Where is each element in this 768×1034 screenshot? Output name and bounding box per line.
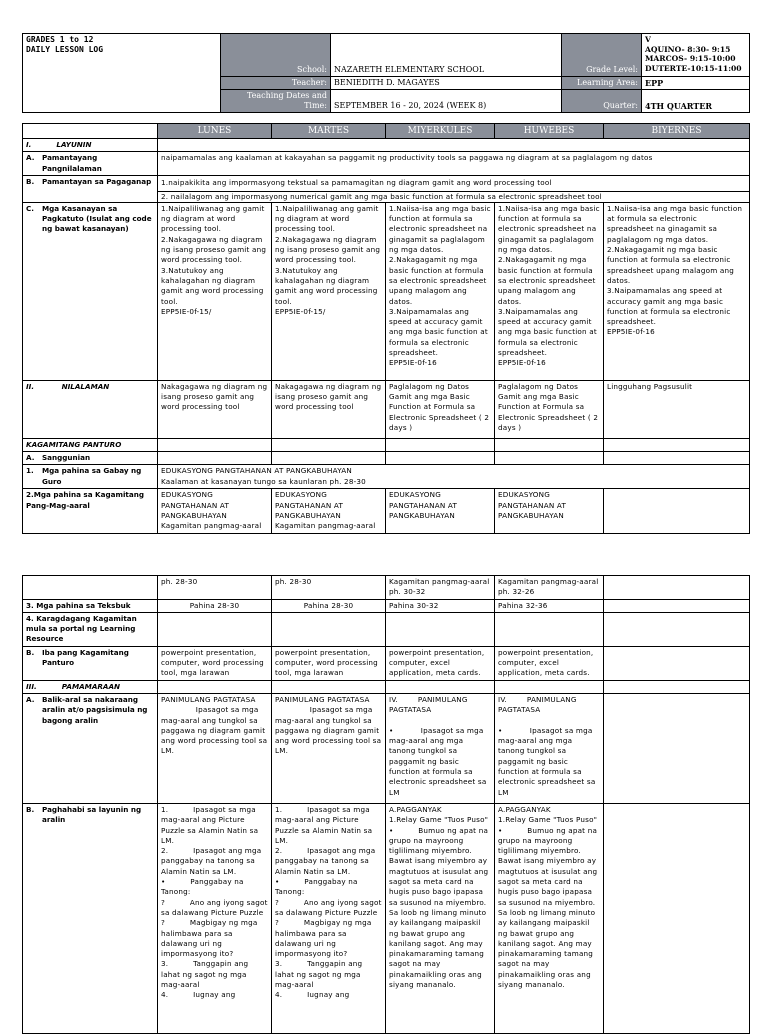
nilalaman-martes: Nakagagawa ng diagram ng isang proseso gamit ang word processing tool xyxy=(272,380,386,438)
sanggunian-label: A. Sanggunian xyxy=(23,452,158,465)
day-header-martes: MARTES xyxy=(272,124,386,139)
empty-cell xyxy=(386,680,495,693)
nilalaman-label: II. NILALAMAN xyxy=(23,380,158,438)
balik-aral-miyerkules: IV. PANIMULANG PAGTATASA • Ipasagot sa mga mag-aaral ang mga tanong tungkol sa paggamit ng basic function at formula sa electronic spreadsheet sa LM xyxy=(386,693,495,803)
kagamitang-panturo-label: KAGAMITANG PANTURO xyxy=(23,438,158,451)
teaching-dates-label: Teaching Dates and Time: xyxy=(221,90,331,113)
nilalaman-biyernes: Lingguhang Pagsusulit xyxy=(604,380,750,438)
empty-cell xyxy=(495,680,604,693)
iba-lunes: powerpoint presentation, computer, word processing tool, mga larawan xyxy=(158,646,272,680)
teaching-dates-value: SEPTEMBER 16 - 20, 2024 (WEEK 8) xyxy=(331,90,562,113)
iba-biyernes xyxy=(604,646,750,680)
learning-area-value: EPP xyxy=(642,77,750,90)
cont-miyerkules: Kagamitan pangmag-aaral ph. 30-32 xyxy=(386,576,495,600)
gabay-ng-guro-label: 1. Mga pahina sa Gabay ng Guro xyxy=(23,465,158,489)
karagdagang-kagamitan-label: 4. Karagdagang Kagamitan mula sa portal ng Learning Resource xyxy=(23,612,158,646)
balik-aral-martes: PANIMULANG PAGTATASA Ipasagot sa mga mag-aaral ang tungkol sa paggawa ng diagram gamit ang word processing tool sa LM. xyxy=(272,693,386,803)
empty-cell xyxy=(386,612,495,646)
empty-cell xyxy=(604,438,750,451)
kasanayan-martes: 1.Naipaliliwanag ang gamit ng diagram at word processing tool. 2.Nakagagawa ng diagram ng isang proseso gamit ang word processing tool. 3.Natutukoy ang kahalagahan ng diagram gamit ang word processing tool. EPP5IE-0f-15/ xyxy=(272,202,386,380)
teksbuk-miyerkules: Pahina 30-32 xyxy=(386,599,495,612)
pamantayan-sa-pagaganap-label: B. Pamantayan sa Pagaganap xyxy=(23,176,158,203)
empty-cell xyxy=(495,438,604,451)
teksbuk-martes: Pahina 28-30 xyxy=(272,599,386,612)
balik-aral-huwebes: IV. PANIMULANG PAGTATASA • Ipasagot sa mga mag-aaral ang mga tanong tungkol sa paggamit ng basic function at formula sa electronic spreadsheet sa LM xyxy=(495,693,604,803)
quarter-label: Quarter: xyxy=(562,90,642,113)
kasanayan-lunes: 1.Naipaliliwanag ang gamit ng diagram at word processing tool. 2.Nakagagawa ng diagram ng isang proseso gamit ang word processing tool. 3.Natutukoy ang kahalagahan ng diagram gamit ang word processing tool. EPP5IE-0f-15/ xyxy=(158,202,272,380)
empty-cell xyxy=(386,438,495,451)
empty-cell xyxy=(604,612,750,646)
empty-cell xyxy=(158,139,750,152)
kagamitang-lunes: EDUKASYONG PANGTAHANAN AT PANGKABUHAYAN Kagamitan pangmag-aaral xyxy=(158,489,272,533)
nilalaman-lunes: Nakagagawa ng diagram ng isang proseso gamit ang word processing tool xyxy=(158,380,272,438)
pamantayang-pangnilalaman-label: A. Pamantayang Pangnilalaman xyxy=(23,152,158,176)
day-header-biyernes: BIYERNES xyxy=(604,124,750,139)
empty-cell xyxy=(158,680,272,693)
iba-miyerkules: powerpoint presentation, computer, excel application, meta cards. xyxy=(386,646,495,680)
empty-cell xyxy=(23,576,158,600)
empty-cell xyxy=(495,612,604,646)
paghahabi-label: B. Paghahabi sa layunin ng aralin xyxy=(23,803,158,1033)
nilalaman-miyerkules: Paglalagom ng Datos Gamit ang mga Basic Function at Formula sa Electronic Spreadsheet ( 2 days ) xyxy=(386,380,495,438)
pamantayan-sa-pagaganap-text: 1.naipakikita ang impormasyong tekstual sa pamamagitan ng diagram gamit ang word processing tool 2. nailalagom ang impormasyong numerical gamit ang mga basic function at formula sa electronic spreadsheet tool xyxy=(158,176,750,203)
kagamitang-martes: EDUKASYONG PANGTAHANAN AT PANGKABUHAYAN Kagamitan pangmag-aaral xyxy=(272,489,386,533)
teksbuk-label: 3. Mga pahina sa Teksbuk xyxy=(23,599,158,612)
balik-aral-lunes: PANIMULANG PAGTATASA Ipasagot sa mga mag-aaral ang tungkol sa paggawa ng diagram gamit ang word processing tool sa LM. xyxy=(158,693,272,803)
kasanayan-biyernes: 1.Naiisa-isa ang mga basic function at formula sa electronic spreadsheet na ginagamit sa paglalagom ng mga datos. 2.Nakagagamit ng mga basic function at formula sa electronic spreadsheet upang malagom ang datos. 3.Naipamamalas ang speed at accuracy gamit ang mga basic function at formula sa electronic spreadsheet. EPP5IE-0f-16 xyxy=(604,202,750,380)
cont-martes: ph. 28-30 xyxy=(272,576,386,600)
empty-cell xyxy=(272,438,386,451)
empty-cell xyxy=(158,612,272,646)
iba-pang-kagamitang-label: B. Iba pang Kagamitang Panturo xyxy=(23,646,158,680)
quarter-value: 4TH QUARTER xyxy=(642,90,750,113)
empty-cell xyxy=(272,452,386,465)
day-header-lunes: LUNES xyxy=(158,124,272,139)
kagamitang-miyerkules: EDUKASYONG PANGTAHANAN AT PANGKABUHAYAN xyxy=(386,489,495,533)
day-header-miyerkules: MIYERKULES xyxy=(386,124,495,139)
kasanayan-miyerkules: 1.Naiisa-isa ang mga basic function at formula sa electronic spreadsheet na ginagamit sa paglalagom ng mga datos. 2.Nakagagamit ng mga basic function at formula sa electronic spreadsheet upang malagom ang datos. 3.Naipamamalas ang speed at accuracy gamit ang mga basic function at formula sa electronic spreadsheet. EPP5IE-0f-16 xyxy=(386,202,495,380)
balik-aral-biyernes xyxy=(604,693,750,803)
lesson-table-page-2 xyxy=(22,575,750,1034)
header-table xyxy=(22,33,750,113)
empty-cell xyxy=(158,438,272,451)
cont-huwebes: Kagamitan pangmag-aaral ph. 32-26 xyxy=(495,576,604,600)
paghahabi-huwebes: A.PAGGANYAK 1.Relay Game "Tuos Puso" • Bumuo ng apat na grupo na mayroong tiglilimang miyembro. Bawat isang miyembro ay magtutuos at isusulat ang sagot sa meta card na hugis puso bago ipapasa sa susunod na miyembro. Sa loob ng limang minuto ay kailangang maipaskil ng bawat grupo ang kanilang sagot. Ang may pinakamaraming tamang sagot na may pinakamaikling oras ang siyang mananalo. xyxy=(495,803,604,1033)
grade-level-label: Grade Level: xyxy=(562,34,642,77)
page-2 xyxy=(22,575,749,1034)
pamamaraan-label: III. PAMAMARAAN xyxy=(23,680,158,693)
balik-aral-label: A. Balik-aral sa nakaraang aralin at/o pagsisimula ng bagong aralin xyxy=(23,693,158,803)
learning-area-label: Learning Area: xyxy=(562,77,642,90)
paghahabi-biyernes xyxy=(604,803,750,1033)
school-label: School: xyxy=(221,34,331,77)
teacher-value: BENIEDITH D. MAGAYES xyxy=(331,77,562,90)
empty-cell xyxy=(272,680,386,693)
empty-cell xyxy=(495,452,604,465)
lesson-table-page-1 xyxy=(22,123,750,534)
empty-cell xyxy=(604,452,750,465)
paghahabi-martes: 1. Ipasagot sa mga mag-aaral ang Picture Puzzle sa Alamin Natin sa LM. 2. Ipasagot ang mga panggabay na tanong sa Alamin Natin sa LM. • Panggabay na Tanong: ? Ano ang iyong sagot sa dalawang Picture Puzzle ? Magbigay ng mga halimbawa para sa dalawang uri ng impormasyong ito? 3. Tanggapin ang lahat ng sagot ng mga mag-aaral 4. Iugnay ang xyxy=(272,803,386,1033)
kagamitang-biyernes xyxy=(604,489,750,533)
corner-cell xyxy=(23,124,158,139)
kasanayan-label: C. Mga Kasanayan sa Pagkatuto (Isulat ang code ng bawat kasanayan) xyxy=(23,202,158,380)
cont-lunes: ph. 28-30 xyxy=(158,576,272,600)
cont-biyernes xyxy=(604,576,750,600)
pamantayang-pangnilalaman-text: naipamamalas ang kaalaman at kakayahan sa paggamit ng productivity tools sa paggawa ng diagram at sa paglalagom ng datos xyxy=(158,152,750,176)
kagamitang-huwebes: EDUKASYONG PANGTAHANAN AT PANGKABUHAYAN xyxy=(495,489,604,533)
page-1 xyxy=(22,33,749,534)
nilalaman-huwebes: Paglalagom ng Datos Gamit ang mga Basic Function at Formula sa Electronic Spreadsheet ( 2 days ) xyxy=(495,380,604,438)
empty-cell xyxy=(386,452,495,465)
empty-cell xyxy=(272,612,386,646)
teksbuk-lunes: Pahina 28-30 xyxy=(158,599,272,612)
kasanayan-huwebes: 1.Naiisa-isa ang mga basic function at formula sa electronic spreadsheet na ginagamit sa paglalagom ng mga datos. 2.Nakagagamit ng mga basic function at formula sa electronic spreadsheet upang malagom ang datos. 3.Naipamamalas ang speed at accuracy gamit ang mga basic function at formula sa electronic spreadsheet. EPP5IE-0f-16 xyxy=(495,202,604,380)
layunin-label: I. LAYUNIN xyxy=(23,139,158,152)
empty-cell xyxy=(158,452,272,465)
empty-cell xyxy=(604,680,750,693)
teacher-label: Teacher: xyxy=(221,77,331,90)
kagamitang-pang-mag-aaral-label: 2.Mga pahina sa Kagamitang Pang-Mag-aaral xyxy=(23,489,158,533)
day-header-huwebes: HUWEBES xyxy=(495,124,604,139)
iba-huwebes: powerpoint presentation, computer, excel application, meta cards. xyxy=(495,646,604,680)
paghahabi-lunes: 1. Ipasagot sa mga mag-aaral ang Picture Puzzle sa Alamin Natin sa LM. 2. Ipasagot ang mga panggabay na tanong sa Alamin Natin sa LM. • Panggabay na Tanong: ? Ano ang iyong sagot sa dalawang Picture Puzzle ? Magbigay ng mga halimbawa para sa dalawang uri ng impormasyong ito? 3. Tanggapin ang lahat ng sagot ng mga mag-aaral 4. Iugnay ang xyxy=(158,803,272,1033)
document-title: GRADES 1 to 12 DAILY LESSON LOG xyxy=(23,34,221,113)
teksbuk-huwebes: Pahina 32-36 xyxy=(495,599,604,612)
gabay-ng-guro-text: EDUKASYONG PANGTAHANAN AT PANGKABUHAYAN Kaalaman at kasanayan tungo sa kaunlaran ph. 28-30 xyxy=(158,465,750,489)
iba-martes: powerpoint presentation, computer, word processing tool, mga larawan xyxy=(272,646,386,680)
grade-level-value: V AQUINO- 8:30- 9:15 MARCOS- 9:15-10:00 DUTERTE-10:15-11:00 xyxy=(642,34,750,77)
school-value: NAZARETH ELEMENTARY SCHOOL xyxy=(331,34,562,77)
teksbuk-biyernes xyxy=(604,599,750,612)
paghahabi-miyerkules: A.PAGGANYAK 1.Relay Game "Tuos Puso" • Bumuo ng apat na grupo na mayroong tiglilimang miyembro. Bawat isang miyembro ay magtutuos at isusulat ang sagot sa meta card na hugis puso bago ipapasa sa susunod na miyembro. Sa loob ng limang minuto ay kailangang maipaskil ng bawat grupo ang kanilang sagot. Ang may pinakamaraming tamang sagot na may pinakamaikling oras ang siyang mananalo. xyxy=(386,803,495,1033)
